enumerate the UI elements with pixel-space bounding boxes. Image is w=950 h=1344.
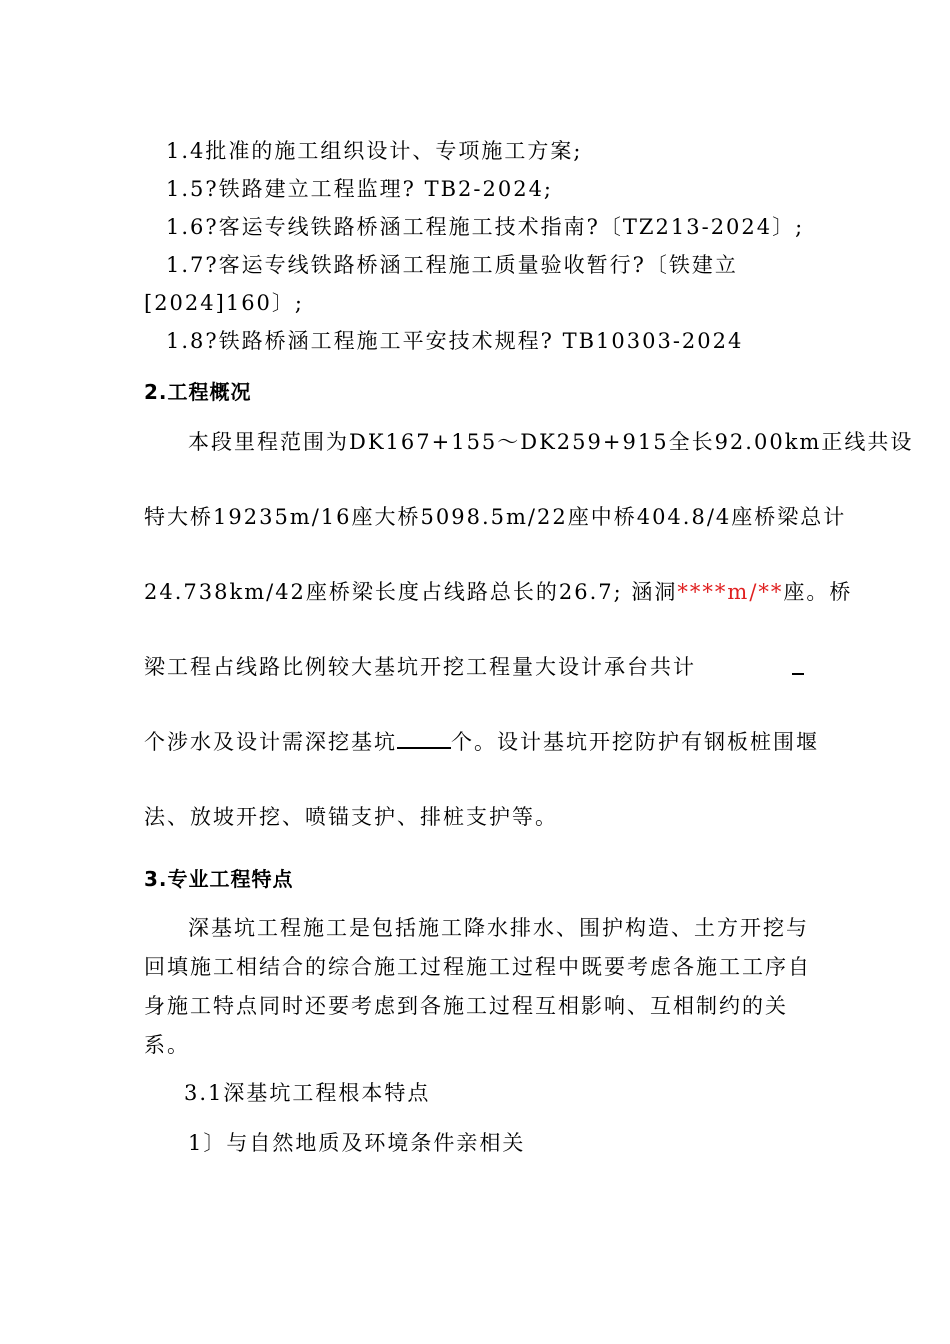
reference-1-8: 1.8?铁路桥涵工程施工平安技术规程? TB10303-2024 <box>166 329 744 353</box>
pit-count-text-end: 个。设计基坑开挖防护有钢板桩围堰 <box>451 730 819 754</box>
section-2-paragraph-line <box>144 727 819 757</box>
section-2-paragraph-line <box>144 577 852 607</box>
pit-count-text: 个涉水及设计需深挖基坑 <box>144 730 397 754</box>
section-3-paragraph-line: 回填施工相结合的综合施工过程施工过程中既要考虑各施工工序自 <box>144 955 811 979</box>
reference-1-7-continued: [2024]160〕; <box>144 291 304 315</box>
section-3-paragraph-line: 系。 <box>144 1033 190 1057</box>
section-3-heading: 3.专业工程特点 <box>144 867 294 891</box>
culvert-text-end: 座。桥 <box>783 580 853 604</box>
reference-1-5: 1.5?铁路建立工程监理? TB2-2024; <box>166 177 554 201</box>
culvert-text: 24.738km/42座桥梁长度占线路总长的26.7; 涵洞 <box>144 580 678 604</box>
reference-1-7: 1.7?客运专线铁路桥涵工程施工质量验收暂行?〔铁建立 <box>166 253 738 277</box>
section-2-paragraph-line: 法、放坡开挖、喷锚支护、排桩支护等。 <box>144 805 558 829</box>
reference-1-4: 1.4批准的施工组织设计、专项施工方案; <box>166 139 583 163</box>
section-3-paragraph-line: 身施工特点同时还要考虑到各施工过程互相影响、互相制约的关 <box>144 994 788 1018</box>
section-3-paragraph-line: 深基坑工程施工是包括施工降水排水、围护构造、土方开挖与 <box>188 916 809 940</box>
section-3-1-item-1: 1〕与自然地质及环境条件亲相关 <box>188 1131 526 1155</box>
reference-1-6: 1.6?客运专线铁路桥涵工程施工技术指南?〔TZ213-2024〕; <box>166 215 805 239</box>
section-2-heading: 2.工程概况 <box>144 380 252 404</box>
section-3-1-heading: 3.1深基坑工程根本特点 <box>184 1081 431 1105</box>
section-2-paragraph-line: 特大桥19235m/16座大桥5098.5m/22座中桥404.8/4座桥梁总计 <box>144 505 847 529</box>
section-2-paragraph-line: 梁工程占线路比例较大基坑开挖工程量大设计承台共计 <box>144 655 696 679</box>
fill-in-blank-line <box>397 729 451 749</box>
section-2-paragraph-line: 本段里程范围为DK167+155～DK259+915全长92.00km正线共设 <box>188 430 914 454</box>
fill-in-blank-line <box>792 673 804 675</box>
culvert-placeholder-value: ****m/** <box>677 580 784 604</box>
